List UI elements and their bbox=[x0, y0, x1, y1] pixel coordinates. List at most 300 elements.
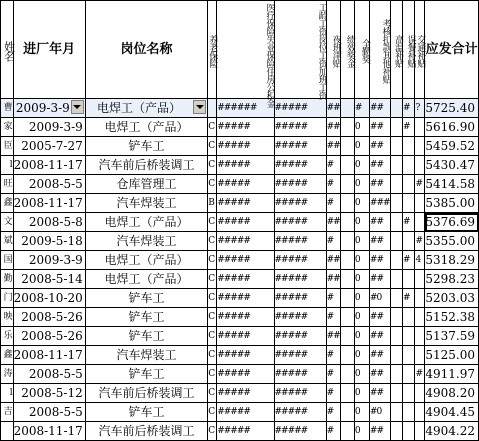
cell-name[interactable]: 勤 bbox=[1, 270, 14, 289]
cell-mini[interactable] bbox=[402, 194, 414, 213]
header-mini-label: 加班工资 bbox=[316, 67, 327, 99]
cell-position[interactable]: 铲车工 bbox=[85, 403, 207, 422]
cell-name[interactable]: 臣 bbox=[1, 137, 14, 156]
cell-mini[interactable]: B bbox=[208, 194, 217, 213]
cell-start-date[interactable]: 2008-11-17 bbox=[13, 194, 85, 213]
cell-mini[interactable] bbox=[390, 137, 402, 156]
cell-name[interactable]: 旺 bbox=[1, 175, 14, 194]
cell-mini[interactable]: ##### bbox=[217, 194, 274, 213]
cell-name[interactable] bbox=[1, 422, 14, 441]
cell-mini[interactable]: ## bbox=[369, 365, 390, 384]
cell-mini[interactable] bbox=[390, 422, 402, 441]
cell-mini[interactable]: ## bbox=[369, 384, 390, 403]
cell-mini[interactable]: ##### bbox=[274, 137, 326, 156]
cell-mini[interactable]: ### bbox=[369, 194, 390, 213]
cell-mini[interactable]: ## bbox=[326, 251, 340, 270]
cell-position[interactable]: 电焊工（产品） bbox=[85, 213, 207, 232]
cell-mini[interactable]: # bbox=[402, 251, 414, 270]
header-mini-label: 考核扣款 bbox=[380, 18, 391, 51]
cell-mini[interactable]: ## bbox=[369, 251, 390, 270]
cell-position[interactable]: 铲车工 bbox=[85, 365, 207, 384]
header-mini-col[interactable] bbox=[402, 1, 414, 99]
header-mini-label: 医疗保险 bbox=[264, 3, 275, 35]
cell-mini[interactable]: C bbox=[208, 289, 217, 308]
cell-total[interactable]: 5376.69 bbox=[425, 213, 479, 232]
cell-mini[interactable] bbox=[340, 175, 354, 194]
cell-mini[interactable]: C bbox=[208, 175, 217, 194]
cell-name[interactable]: 斌 bbox=[1, 232, 14, 251]
cell-mini[interactable] bbox=[340, 118, 354, 137]
cell-mini[interactable]: ## bbox=[326, 213, 340, 232]
cell-mini[interactable]: C bbox=[208, 384, 217, 403]
cell-start-date[interactable]: 2008-11-17 bbox=[13, 422, 85, 441]
cell-mini[interactable]: 0 bbox=[354, 213, 369, 232]
cell-position[interactable]: 仓库管理工 bbox=[85, 175, 207, 194]
header-mini-label: 住房公积金 bbox=[264, 67, 275, 107]
cell-mini[interactable] bbox=[402, 403, 414, 422]
cell-total[interactable]: 5125.00 bbox=[425, 346, 479, 365]
cell-start-date[interactable]: 2008-5-8 bbox=[13, 213, 85, 232]
cell-name[interactable]: 鑫 bbox=[1, 194, 14, 213]
cell-mini[interactable]: # bbox=[415, 232, 425, 251]
cell-start-date[interactable]: 2009-3-9 bbox=[13, 251, 85, 270]
cell-mini[interactable] bbox=[415, 289, 425, 308]
cell-mini[interactable]: ## bbox=[369, 308, 390, 327]
header-mini-label: 绩效奖金 bbox=[344, 34, 355, 67]
cell-mini[interactable]: ##### bbox=[274, 308, 326, 327]
table-row bbox=[1, 232, 479, 251]
cell-total[interactable]: 5616.90 bbox=[425, 118, 479, 137]
cell-mini[interactable]: ##### bbox=[274, 156, 326, 175]
cell-mini[interactable] bbox=[340, 327, 354, 346]
cell-mini[interactable] bbox=[402, 384, 414, 403]
cell-mini[interactable] bbox=[402, 232, 414, 251]
cell-mini[interactable] bbox=[390, 213, 402, 232]
table-row bbox=[1, 137, 479, 156]
cell-start-date[interactable]: 2008-5-14 bbox=[13, 270, 85, 289]
cell-mini[interactable]: 0 bbox=[354, 422, 369, 441]
dropdown-arrow-icon[interactable] bbox=[71, 100, 84, 114]
cell-start-date[interactable]: 2009-3-9 bbox=[13, 99, 85, 118]
cell-start-date[interactable]: 2008-5-26 bbox=[13, 308, 85, 327]
cell-mini[interactable]: ## bbox=[326, 327, 340, 346]
cell-mini[interactable]: ##### bbox=[217, 327, 274, 346]
cell-position[interactable]: 电焊工（产品） bbox=[85, 251, 207, 270]
cell-start-date[interactable]: 2008-5-5 bbox=[13, 365, 85, 384]
cell-total[interactable]: 4904.22 bbox=[425, 422, 479, 441]
header-mini-label: 误餐补贴 bbox=[405, 34, 416, 67]
cell-start-date[interactable]: 2008-5-12 bbox=[13, 384, 85, 403]
cell-mini[interactable] bbox=[390, 346, 402, 365]
cell-mini[interactable] bbox=[340, 346, 354, 365]
header-mini-label: 岗位工资 bbox=[316, 35, 327, 67]
header-mini-label: 夜班津贴 bbox=[330, 34, 341, 67]
cell-mini[interactable] bbox=[390, 270, 402, 289]
cell-mini[interactable] bbox=[415, 403, 425, 422]
cell-mini[interactable] bbox=[415, 137, 425, 156]
cell-mini[interactable]: ## bbox=[369, 137, 390, 156]
cell-mini[interactable]: ## bbox=[369, 270, 390, 289]
cell-mini[interactable]: ##### bbox=[274, 232, 326, 251]
cell-mini[interactable] bbox=[340, 403, 354, 422]
cell-mini[interactable] bbox=[390, 99, 402, 118]
cell-mini[interactable]: 0 bbox=[354, 137, 369, 156]
cell-mini[interactable]: ## bbox=[369, 99, 390, 118]
cell-mini[interactable]: ##### bbox=[274, 99, 326, 118]
cell-mini[interactable] bbox=[402, 327, 414, 346]
cell-mini[interactable] bbox=[402, 365, 414, 384]
cell-name[interactable]: 鑫 bbox=[1, 346, 14, 365]
cell-start-date[interactable]: 2008-5-5 bbox=[13, 175, 85, 194]
cell-total[interactable]: 4904.45 bbox=[425, 403, 479, 422]
cell-mini[interactable]: 0 bbox=[354, 194, 369, 213]
cell-mini[interactable]: # bbox=[326, 346, 340, 365]
cell-mini[interactable]: ## bbox=[369, 118, 390, 137]
cell-mini[interactable]: # bbox=[326, 175, 340, 194]
table-row bbox=[1, 308, 479, 327]
cell-mini[interactable] bbox=[415, 422, 425, 441]
cell-mini[interactable]: 0 bbox=[354, 175, 369, 194]
cell-mini[interactable] bbox=[340, 422, 354, 441]
table-row bbox=[1, 327, 479, 346]
cell-name[interactable]: l bbox=[1, 156, 14, 175]
table-row bbox=[1, 384, 479, 403]
cell-mini[interactable]: # bbox=[402, 289, 414, 308]
cell-mini[interactable]: ##### bbox=[217, 251, 274, 270]
cell-mini[interactable]: ##### bbox=[217, 308, 274, 327]
cell-mini[interactable]: ## bbox=[326, 99, 340, 118]
cell-mini[interactable] bbox=[415, 308, 425, 327]
cell-total[interactable]: 4911.97 bbox=[425, 365, 479, 384]
cell-mini[interactable] bbox=[390, 289, 402, 308]
cell-mini[interactable] bbox=[415, 384, 425, 403]
dropdown-arrow-icon[interactable] bbox=[193, 100, 206, 114]
cell-mini[interactable]: 4 bbox=[415, 251, 425, 270]
cell-mini[interactable] bbox=[402, 156, 414, 175]
cell-mini[interactable]: # bbox=[326, 422, 340, 441]
cell-mini[interactable]: 0 bbox=[354, 365, 369, 384]
cell-position[interactable]: 汽车焊装工 bbox=[85, 194, 207, 213]
cell-mini[interactable] bbox=[415, 156, 425, 175]
cell-position[interactable]: 电焊工（产品） bbox=[85, 99, 207, 118]
cell-mini[interactable]: #0 bbox=[369, 403, 390, 422]
sheet-body bbox=[1, 1, 479, 441]
header-start-date[interactable]: 进厂年月 bbox=[13, 1, 85, 99]
cell-mini[interactable]: ##### bbox=[217, 156, 274, 175]
table-row bbox=[1, 99, 479, 118]
cell-mini[interactable]: C bbox=[208, 156, 217, 175]
cell-mini[interactable]: ##### bbox=[274, 175, 326, 194]
cell-start-date[interactable]: 2008-5-5 bbox=[13, 403, 85, 422]
cell-mini[interactable] bbox=[402, 346, 414, 365]
cell-mini[interactable] bbox=[415, 270, 425, 289]
cell-name[interactable]: 文 bbox=[1, 213, 14, 232]
cell-mini[interactable]: C bbox=[208, 251, 217, 270]
cell-mini[interactable] bbox=[402, 137, 414, 156]
cell-mini[interactable] bbox=[340, 384, 354, 403]
cell-mini[interactable] bbox=[340, 232, 354, 251]
cell-start-date[interactable]: 2008-10-20 bbox=[13, 289, 85, 308]
cell-mini[interactable]: # bbox=[402, 118, 414, 137]
cell-position[interactable]: 电焊工（产品） bbox=[85, 270, 207, 289]
cell-mini[interactable]: ## bbox=[369, 232, 390, 251]
cell-mini[interactable] bbox=[390, 232, 402, 251]
cell-total[interactable]: 4908.20 bbox=[425, 384, 479, 403]
cell-position[interactable]: 汽车前后桥装调工 bbox=[85, 384, 207, 403]
cell-mini[interactable]: 0 bbox=[354, 270, 369, 289]
cell-mini[interactable]: ##### bbox=[274, 365, 326, 384]
cell-mini[interactable]: ##### bbox=[217, 365, 274, 384]
cell-mini[interactable]: # bbox=[326, 365, 340, 384]
cell-mini[interactable] bbox=[340, 289, 354, 308]
cell-mini[interactable]: ##### bbox=[274, 213, 326, 232]
cell-mini[interactable] bbox=[390, 194, 402, 213]
cell-total[interactable]: 5152.38 bbox=[425, 308, 479, 327]
header-mini-label: 全勤奖 bbox=[359, 38, 370, 63]
cell-mini[interactable]: # bbox=[354, 99, 369, 118]
cell-mini[interactable] bbox=[340, 213, 354, 232]
cell-mini[interactable] bbox=[402, 270, 414, 289]
cell-mini[interactable]: # bbox=[326, 403, 340, 422]
cell-mini[interactable]: ##### bbox=[217, 118, 274, 137]
header-total[interactable]: 应发合计 bbox=[425, 1, 479, 99]
cell-position[interactable]: 电焊工（产品） bbox=[85, 118, 207, 137]
cell-mini[interactable] bbox=[390, 308, 402, 327]
cell-start-date[interactable]: 2005-7-27 bbox=[13, 137, 85, 156]
table-row bbox=[1, 365, 479, 384]
header-mini-label: 工龄工资 bbox=[316, 3, 327, 35]
table-row bbox=[1, 403, 479, 422]
cell-mini[interactable]: ##### bbox=[274, 289, 326, 308]
cell-total[interactable]: 5725.40 bbox=[425, 99, 479, 118]
cell-mini[interactable]: # bbox=[326, 194, 340, 213]
header-mini-col[interactable] bbox=[217, 1, 275, 107]
cell-mini[interactable]: ##### bbox=[217, 422, 274, 441]
cell-total[interactable]: 5298.23 bbox=[425, 270, 479, 289]
header-mini-col[interactable] bbox=[326, 1, 340, 99]
table-row bbox=[1, 289, 479, 308]
cell-position[interactable]: 汽车前后桥装调工 bbox=[85, 422, 207, 441]
cell-mini[interactable]: ##### bbox=[274, 270, 326, 289]
header-mini-col[interactable] bbox=[208, 1, 217, 99]
cell-mini[interactable]: 0 bbox=[354, 308, 369, 327]
header-mini-col[interactable] bbox=[390, 1, 402, 99]
cell-mini[interactable] bbox=[390, 403, 402, 422]
cell-mini[interactable] bbox=[402, 422, 414, 441]
header-mini-col[interactable] bbox=[415, 1, 425, 99]
cell-mini[interactable]: ##### bbox=[274, 194, 326, 213]
cell-mini[interactable] bbox=[402, 308, 414, 327]
cell-total[interactable]: 5355.00 bbox=[425, 232, 479, 251]
cell-mini[interactable]: ## bbox=[369, 422, 390, 441]
cell-name[interactable]: 涛 bbox=[1, 365, 14, 384]
header-mini-label: 高温补贴 bbox=[392, 34, 403, 67]
cell-total[interactable]: 5430.47 bbox=[425, 156, 479, 175]
cell-mini[interactable]: # bbox=[326, 156, 340, 175]
cell-mini[interactable] bbox=[340, 156, 354, 175]
cell-mini[interactable] bbox=[415, 327, 425, 346]
cell-total[interactable]: 5414.58 bbox=[425, 175, 479, 194]
cell-mini[interactable] bbox=[340, 137, 354, 156]
cell-total[interactable]: 5385.00 bbox=[425, 194, 479, 213]
cell-mini[interactable] bbox=[390, 365, 402, 384]
cell-mini[interactable] bbox=[415, 213, 425, 232]
cell-mini[interactable] bbox=[415, 194, 425, 213]
cell-position[interactable]: 汽车焊装工 bbox=[85, 232, 207, 251]
cell-mini[interactable]: C bbox=[208, 327, 217, 346]
cell-mini[interactable] bbox=[340, 251, 354, 270]
cell-mini[interactable]: 0 bbox=[354, 289, 369, 308]
header-mini-col[interactable] bbox=[369, 1, 390, 99]
cell-mini[interactable]: ##### bbox=[274, 327, 326, 346]
cell-name[interactable]: 吉 bbox=[1, 403, 14, 422]
cell-mini[interactable]: #0 bbox=[369, 289, 390, 308]
header-mini-label: 失业保险 bbox=[264, 35, 275, 67]
cell-name[interactable]: l bbox=[1, 384, 14, 403]
cell-mini[interactable]: ## bbox=[369, 213, 390, 232]
cell-position[interactable]: 汽车焊装工 bbox=[85, 346, 207, 365]
cell-mini[interactable] bbox=[208, 99, 217, 118]
cell-mini[interactable]: # bbox=[402, 99, 414, 118]
cell-mini[interactable] bbox=[402, 175, 414, 194]
cell-mini[interactable]: C bbox=[208, 365, 217, 384]
cell-mini[interactable] bbox=[340, 99, 354, 118]
cell-mini[interactable]: ## bbox=[369, 156, 390, 175]
cell-mini[interactable]: C bbox=[208, 346, 217, 365]
cell-mini[interactable] bbox=[390, 384, 402, 403]
cell-mini[interactable]: 0 bbox=[354, 232, 369, 251]
cell-mini[interactable]: ## bbox=[326, 118, 340, 137]
cell-mini[interactable]: ##### bbox=[274, 251, 326, 270]
cell-mini[interactable]: ## bbox=[326, 137, 340, 156]
cell-mini[interactable]: # bbox=[402, 213, 414, 232]
cell-mini[interactable]: ##### bbox=[217, 346, 274, 365]
cell-mini[interactable]: C bbox=[208, 422, 217, 441]
cell-mini[interactable]: ##### bbox=[274, 346, 326, 365]
cell-mini[interactable]: 0 bbox=[354, 403, 369, 422]
cell-start-date[interactable]: 2008-5-26 bbox=[13, 327, 85, 346]
cell-mini[interactable]: # bbox=[326, 308, 340, 327]
cell-mini[interactable]: ? bbox=[415, 99, 425, 118]
cell-mini[interactable]: ##### bbox=[217, 232, 274, 251]
cell-position[interactable]: 铲车工 bbox=[85, 308, 207, 327]
cell-mini[interactable]: ## bbox=[369, 327, 390, 346]
cell-mini[interactable] bbox=[390, 327, 402, 346]
cell-mini[interactable]: C bbox=[208, 308, 217, 327]
table-row bbox=[1, 346, 479, 365]
header-position[interactable]: 岗位名称 bbox=[85, 1, 207, 99]
cell-total[interactable]: 5459.52 bbox=[425, 137, 479, 156]
cell-mini[interactable] bbox=[390, 175, 402, 194]
cell-mini[interactable]: C bbox=[208, 270, 217, 289]
cell-mini[interactable] bbox=[340, 194, 354, 213]
cell-mini[interactable]: C bbox=[208, 403, 217, 422]
header-mini-label: 养老保险 bbox=[207, 34, 218, 67]
cell-mini[interactable]: 0 bbox=[354, 327, 369, 346]
cell-mini[interactable]: # bbox=[415, 175, 425, 194]
cell-mini[interactable]: 0 bbox=[354, 118, 369, 137]
cell-start-date[interactable]: 2009-3-9 bbox=[13, 118, 85, 137]
table-row bbox=[1, 270, 479, 289]
cell-mini[interactable]: C bbox=[208, 213, 217, 232]
cell-start-date[interactable]: 2008-11-17 bbox=[13, 346, 85, 365]
cell-mini[interactable]: ##### bbox=[217, 403, 274, 422]
cell-total[interactable]: 5203.03 bbox=[425, 289, 479, 308]
cell-position[interactable]: 汽车前后桥装调工 bbox=[85, 156, 207, 175]
cell-name[interactable]: 门 bbox=[1, 289, 14, 308]
cell-name[interactable]: 曹 bbox=[1, 99, 14, 118]
cell-mini[interactable]: 0 bbox=[354, 251, 369, 270]
cell-mini[interactable]: 0 bbox=[354, 346, 369, 365]
cell-mini[interactable]: ##### bbox=[217, 137, 274, 156]
cell-start-date[interactable]: 2009-5-18 bbox=[13, 232, 85, 251]
cell-mini[interactable] bbox=[415, 118, 425, 137]
table-row bbox=[1, 251, 479, 270]
cell-total[interactable]: 5137.59 bbox=[425, 327, 479, 346]
header-mini-label: 其他补贴 bbox=[380, 50, 391, 83]
cell-position[interactable]: 铲车工 bbox=[85, 289, 207, 308]
cell-mini[interactable]: ##### bbox=[274, 422, 326, 441]
cell-name[interactable]: 乐 bbox=[1, 327, 14, 346]
cell-total[interactable]: 5318.29 bbox=[425, 251, 479, 270]
table-row bbox=[1, 422, 479, 441]
cell-mini[interactable]: ##### bbox=[217, 289, 274, 308]
cell-mini[interactable]: ##### bbox=[274, 118, 326, 137]
cell-mini[interactable]: ## bbox=[369, 346, 390, 365]
cell-mini[interactable] bbox=[340, 308, 354, 327]
table-row bbox=[1, 156, 479, 175]
cell-mini[interactable]: 0 bbox=[354, 384, 369, 403]
cell-mini[interactable]: ## bbox=[326, 270, 340, 289]
cell-name[interactable]: 映 bbox=[1, 308, 14, 327]
cell-mini[interactable]: ###### bbox=[217, 99, 274, 118]
header-mini-col[interactable] bbox=[274, 1, 326, 99]
cell-mini[interactable]: # bbox=[326, 289, 340, 308]
cell-mini[interactable] bbox=[415, 346, 425, 365]
header-name[interactable]: 姓名 bbox=[1, 1, 14, 99]
cell-position[interactable]: 铲车工 bbox=[85, 327, 207, 346]
cell-mini[interactable]: 0 bbox=[354, 156, 369, 175]
cell-name[interactable]: 家 bbox=[1, 118, 14, 137]
cell-mini[interactable] bbox=[390, 156, 402, 175]
cell-mini[interactable]: C bbox=[208, 232, 217, 251]
cell-mini[interactable] bbox=[340, 365, 354, 384]
cell-mini[interactable]: ##### bbox=[217, 384, 274, 403]
cell-position[interactable]: 铲车工 bbox=[85, 137, 207, 156]
cell-mini[interactable] bbox=[340, 270, 354, 289]
cell-mini[interactable] bbox=[390, 118, 402, 137]
cell-mini[interactable]: # bbox=[415, 365, 425, 384]
cell-mini[interactable]: C bbox=[208, 137, 217, 156]
cell-mini[interactable]: ##### bbox=[217, 175, 274, 194]
header-mini-col[interactable] bbox=[354, 1, 369, 99]
cell-mini[interactable]: # bbox=[326, 384, 340, 403]
header-row bbox=[1, 1, 479, 99]
cell-mini[interactable]: ##### bbox=[217, 213, 274, 232]
cell-start-date[interactable]: 2008-11-17 bbox=[13, 156, 85, 175]
cell-mini[interactable]: ##### bbox=[274, 384, 326, 403]
cell-mini[interactable]: # bbox=[326, 232, 340, 251]
cell-mini[interactable] bbox=[390, 251, 402, 270]
table-row bbox=[1, 175, 479, 194]
table-row bbox=[1, 213, 479, 232]
cell-mini[interactable]: ## bbox=[369, 175, 390, 194]
cell-mini[interactable]: C bbox=[208, 118, 217, 137]
header-mini-col[interactable] bbox=[340, 1, 354, 99]
cell-mini[interactable]: ##### bbox=[274, 403, 326, 422]
cell-name[interactable]: 国 bbox=[1, 251, 14, 270]
cell-mini[interactable]: ##### bbox=[217, 270, 274, 289]
